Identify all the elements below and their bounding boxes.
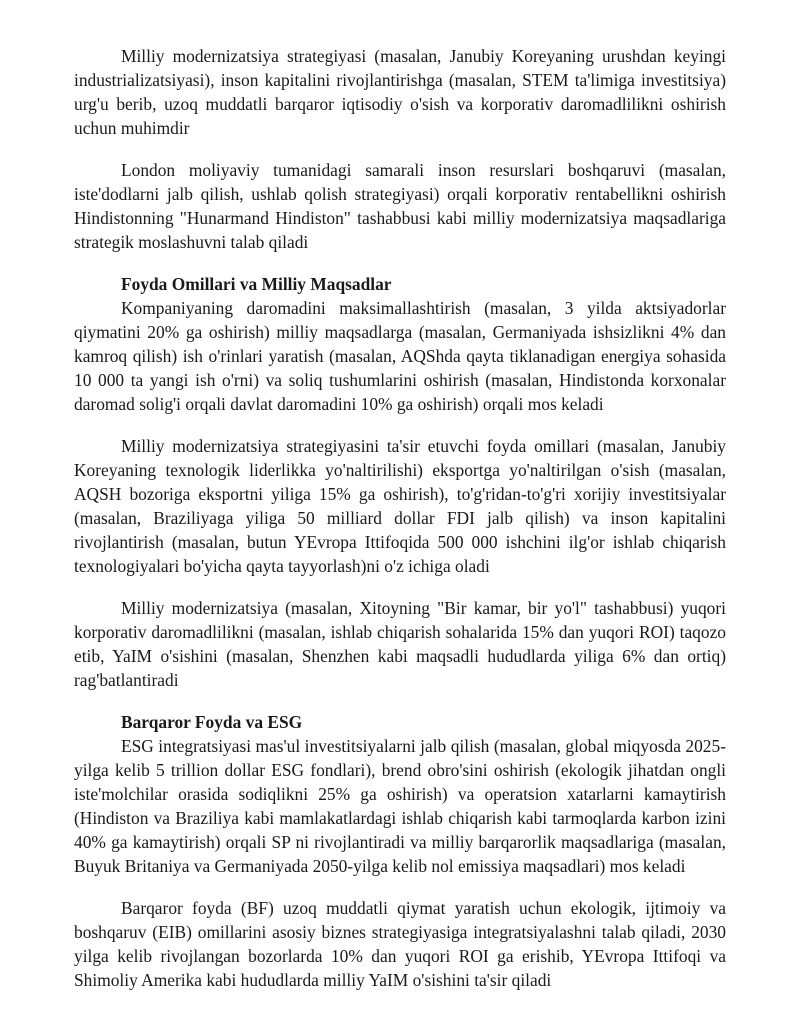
section-heading-profit-factors: Foyda Omillari va Milliy Maqsadlar (121, 274, 392, 294)
paragraph-sustainable-profit: Barqaror foyda (BF) uzoq muddatli qiymat yaratish uchun ekologik, ijtimoiy va boshqaruv (EIB) omillarini asosiy biznes strategiyasiga integratsiyalashni talab qiladi, 2030 yilga kelib rivojlangan bozorlarda 10% dan yuqori ROI ga erishib, YEvropa Ittifoqi va Shimoliy Amerika kabi hududlarda milliy YaIM o'sishini ta'sir qiladi (74, 898, 726, 990)
paragraph-profit-factors: Milliy modernizatsiya strategiyasini ta'sir etuvchi foyda omillari (masalan, Janubiy Koreyaning texnologik liderlikka yo'naltirilishi) eksportga yo'naltirilgan o'sish (masalan, AQSH bozoriga eksportni yiliga 15% ga oshirish), to'g'ridan-to'g'ri xorijiy investitsiyalar (masalan, Braziliyaga yiliga 50 milliard dollar FDI jalb qilish) va inson kapitalini rivojlantirish (masalan, butun YEvropa Ittifoqida 500 000 ishchini ilg'or ishlab chiqarish texnologiyalari bo'yicha qayta tayyorlash)ni o'z ichiga oladi (74, 436, 726, 576)
paragraph-esg-integration: ESG integratsiyasi mas'ul investitsiyalarni jalb qilish (masalan, global miqyosda 2025-yilga kelib 5 trillion dollar ESG fondlari), brend obro'sini oshirish (ekologik jihatdan ongli iste'molchilar orasida sodiqlikni 25% ga oshirish) va operatsion xatarlarni kamaytirish (Hindiston va Braziliya kabi mamlakatlardagi ishlab chiqarish kabi tarmoqlarda karbon izini 40% ga kamaytirish) orqali SP ni rivojlantiradi va milliy barqarorlik maqsadlariga (masalan, Buyuk Britaniya va Germaniyada 2050-yilga kelib nol emissiya maqsadlari) mos keladi (74, 736, 726, 876)
paragraph-modernization-strategy: Milliy modernizatsiya strategiyasi (masalan, Janubiy Koreyaning urushdan keyingi industrializatsiyasi), inson kapitalini rivojlantirishga (masalan, STEM ta'limiga investitsiya) urg'u berib, uzoq muddatli barqaror iqtisodiy o'sish va korporativ daromadlilikni oshirish uchun muhimdir (74, 46, 726, 138)
paragraph-china-belt-road: Milliy modernizatsiya (masalan, Xitoyning "Bir kamar, bir yo'l" tashabbusi) yuqori korporativ daromadlilikni (masalan, ishlab chiqarish sohalarida 15% dan yuqori ROI) taqozo etib, YaIM o'sishini (masalan, Shenzhen kabi maqsadli hududlarda yiliga 6% dan ortiq) rag'batlantiradi (74, 598, 726, 690)
paragraph-revenue-maximization: Kompaniyaning daromadini maksimallashtirish (masalan, 3 yilda aktsiyadorlar qiymatini 20% ga oshirish) milliy maqsadlarga (masalan, Germaniyada ishsizlikni 4% dan kamroq qilish) ish o'rinlari yaratish (masalan, AQShda qayta tiklanadigan energiya sohasida 10 000 ta yangi ish o'rni) va soliq tushumlarini oshirish (masalan, Hindistonda korxonalar daromad solig'i orqali davlat daromadini 10% ga oshirish) orqali mos keladi (74, 298, 726, 414)
section-heading-sustainable-profit: Barqaror Foyda va ESG (121, 712, 303, 732)
paragraph-london-hr: London moliyaviy tumanidagi samarali inson resurslari boshqaruvi (masalan, iste'dodlarni jalb qilish, ushlab qolish strategiyasi) orqali korporativ rentabellikni oshirish Hindistonning "Hunarmand Hindiston" tashabbusi kabi milliy modernizatsiya maqsadlariga strategik moslashuvni talab qiladi (74, 160, 726, 252)
